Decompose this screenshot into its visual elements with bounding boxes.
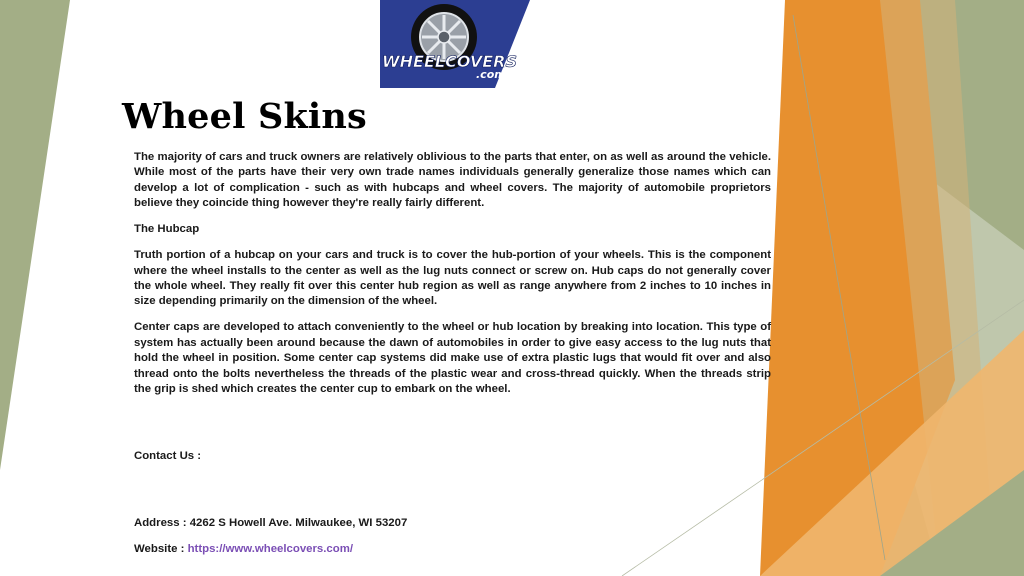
contact-heading: Contact Us : <box>134 450 202 463</box>
website-link[interactable]: https://www.wheelcovers.com/ <box>187 543 354 556</box>
address-line: Address : 4262 S Howell Ave. Milwaukee, WI 53207 <box>134 517 408 530</box>
article-body <box>134 150 771 568</box>
hubcap-paragraph: Truth portion of a hubcap on your cars and truck is to cover the hub-portion of your wheels. This is the component where the wheel installs to the center as well as the lug nuts connect or screw on. Hub caps do not generally cover the whole wheel. They really fit over this center hub region as well as range anywhere from 2 inches to 10 inches in size depending primarily on the dimension of the wheel. <box>134 249 771 308</box>
left-sage-panel <box>0 0 70 470</box>
logo-dotcom: .com <box>476 68 506 81</box>
logo-graphic <box>380 0 570 88</box>
logo-wordmark: WHEELCOVERS <box>382 52 518 71</box>
wheelcovers-logo[interactable] <box>380 0 570 88</box>
website-label: Website : <box>134 543 188 556</box>
center-caps-paragraph: Center caps are developed to attach conveniently to the wheel or hub location by breaking into location. This type of system has actually been around because the dawn of automobiles in order to give easy access to the lug nuts that hold the wheel in position. Some center cap systems did make use of extra plastic lugs that would fit over and also thread onto the bolts nevertheless the threads of the plastic wear and cross-thread quickly. When the threads strip the grip is shed which creates the center cup to embark on the wheel. <box>134 321 771 396</box>
website-line <box>134 542 771 557</box>
intro-paragraph: The majority of cars and truck owners are relatively oblivious to the parts that enter, on as well as around the vehicle. While most of the parts have their very own trade names individuals generally generalize those names which can develop a lot of complication - such as with hubcaps and wheel covers. The majority of automobile proprietors believe they coincide thing however they're really fairly different. <box>134 151 771 210</box>
hubcap-heading: The Hubcap <box>134 223 200 236</box>
page-title: Wheel Skins <box>122 96 367 137</box>
